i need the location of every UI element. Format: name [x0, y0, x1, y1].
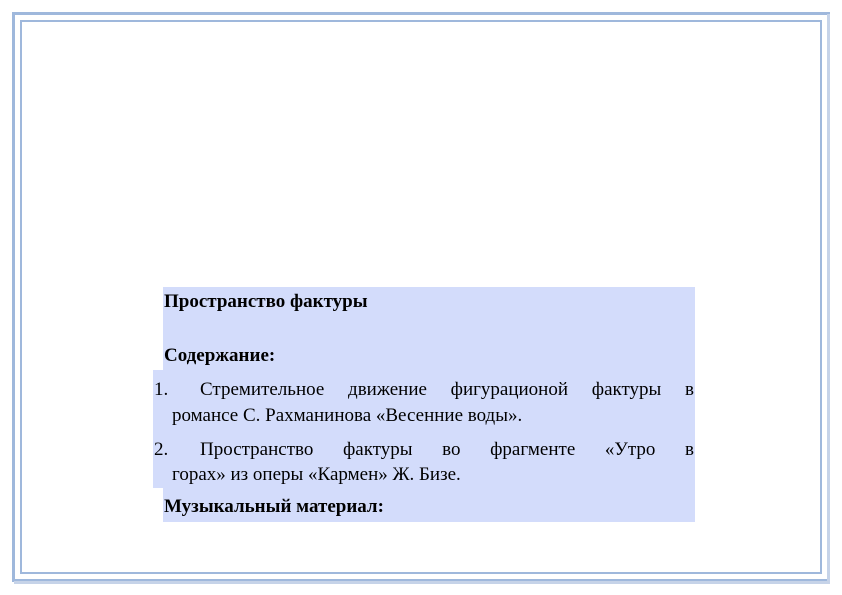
list-item-line: Пространство фактуры во фрагменте «Утро в — [200, 439, 694, 460]
document-title: Пространство фактуры — [164, 291, 368, 312]
list-item-number: 2. — [154, 439, 169, 460]
list-item-line: романсе С. Рахманинова «Весенние воды». — [172, 405, 523, 426]
page-border-shadow-right — [827, 14, 830, 584]
material-heading: Музыкальный материал: — [164, 496, 384, 517]
contents-heading: Содержание: — [164, 345, 276, 366]
page-border-shadow-bottom — [14, 581, 830, 584]
list-item-number: 1. — [154, 379, 169, 400]
list-item-line: Стремительное движение фигурационой фактуры в — [200, 379, 694, 400]
list-item-line: горах» из оперы «Кармен» Ж. Бизе. — [172, 464, 461, 485]
